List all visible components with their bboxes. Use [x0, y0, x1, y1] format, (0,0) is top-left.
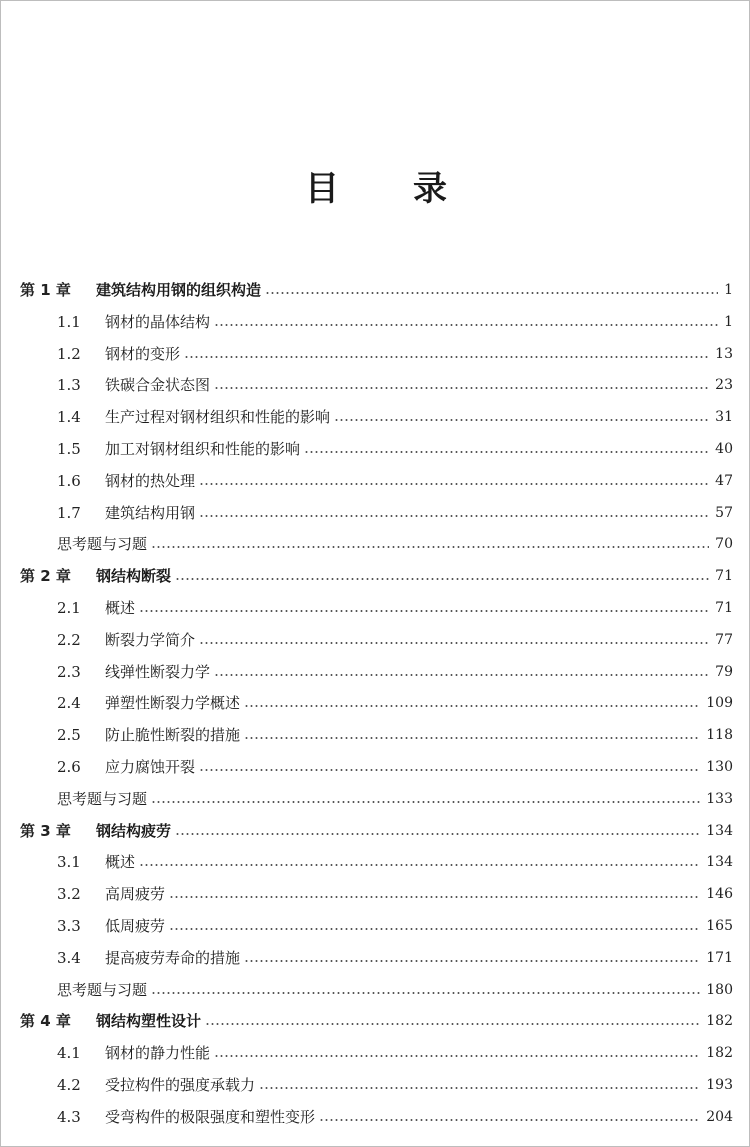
dot-leader [199, 483, 709, 485]
toc-entry-title: 防止脆性断裂的措施 [105, 726, 241, 745]
toc-chapter-entry[interactable] [20, 1006, 733, 1036]
toc-entry-title: 思考题与习题 [57, 980, 148, 999]
dot-leader [151, 992, 700, 994]
dot-leader [319, 1119, 700, 1121]
toc-entry-title: 钢结构塑性设计 [96, 1012, 202, 1031]
toc-entry-number: 1.5 [57, 440, 81, 458]
dot-leader [214, 387, 709, 389]
dot-leader [169, 896, 700, 898]
dot-leader [199, 642, 709, 644]
toc-section-entry[interactable] [57, 402, 733, 432]
toc-entry-number: 1.7 [57, 503, 81, 522]
toc-entry-number: 第 2 章 [20, 567, 71, 586]
toc-section-entry[interactable] [57, 466, 733, 496]
toc-page-number: 146 [706, 886, 733, 903]
dot-leader [334, 419, 709, 421]
page-title [1, 161, 750, 210]
toc-entry-title: 钢材的变形 [105, 344, 181, 363]
toc-section-entry[interactable] [57, 498, 733, 528]
toc-section-entry[interactable] [57, 720, 733, 750]
toc-section-entry[interactable] [57, 943, 733, 973]
toc-page-number: 134 [706, 822, 733, 839]
toc-entry-number: 2.4 [57, 694, 81, 713]
toc-section-entry[interactable] [57, 1038, 733, 1068]
toc-entry-title: 思考题与习题 [57, 535, 148, 554]
toc-section-entry[interactable] [57, 688, 733, 718]
dot-leader [244, 960, 700, 962]
toc-entry-title: 钢材的静力性能 [105, 1044, 211, 1063]
toc-entry-title: 加工对钢材组织和性能的影响 [105, 440, 301, 458]
dot-leader [169, 928, 700, 930]
dot-leader [151, 546, 709, 548]
toc-page-number: 133 [706, 790, 733, 807]
toc-chapter-entry[interactable] [20, 561, 733, 591]
toc-entry-title: 钢结构疲劳 [96, 821, 172, 840]
dot-leader [244, 705, 700, 707]
dot-leader [175, 833, 700, 835]
toc-section-entry[interactable] [57, 370, 733, 400]
toc-entry-title: 钢材的晶体结构 [105, 312, 211, 331]
toc-entry-title: 应力腐蚀开裂 [105, 758, 196, 776]
toc-section-entry[interactable] [57, 593, 733, 623]
toc-page-number: 134 [706, 854, 733, 871]
toc-page-number: 47 [715, 472, 733, 489]
toc-page-number: 130 [706, 759, 733, 775]
toc-page-number: 1 [724, 282, 733, 298]
toc-section-entry[interactable] [57, 911, 733, 941]
dot-leader [244, 737, 700, 739]
toc-entry-number: 3.1 [57, 853, 81, 872]
dot-leader [214, 324, 718, 326]
toc-page-number: 182 [706, 1013, 733, 1030]
toc-exercise-entry[interactable] [57, 975, 733, 1005]
toc-page-number: 13 [715, 345, 733, 362]
toc-entry-title: 建筑结构用钢 [105, 503, 196, 522]
toc-section-entry[interactable] [57, 307, 733, 337]
toc-entry-number: 2.2 [57, 630, 81, 649]
toc-entry-title: 受弯构件的极限强度和塑性变形 [105, 1107, 316, 1126]
toc-entry-number: 3.3 [57, 917, 81, 935]
toc-entry-title: 建筑结构用钢的组织构造 [96, 281, 262, 299]
toc-entry-number: 3.2 [57, 885, 81, 904]
toc-entry-number: 2.1 [57, 599, 81, 617]
dot-leader [151, 801, 700, 803]
toc-page-number: 1 [724, 313, 733, 330]
toc-entry-number: 1.4 [57, 408, 81, 427]
toc-page-number: 79 [715, 663, 733, 680]
toc-chapter-entry[interactable] [20, 816, 733, 846]
toc-section-entry[interactable] [57, 879, 733, 909]
toc-page-number: 31 [715, 409, 733, 426]
toc-entry-number: 4.1 [57, 1044, 81, 1063]
toc-entry-number: 1.1 [57, 312, 81, 331]
toc-entry-number: 第 1 章 [20, 281, 71, 299]
toc-entry-title: 概述 [105, 853, 136, 872]
toc-entry-number: 第 3 章 [20, 821, 71, 840]
toc-page-number: 193 [706, 1077, 733, 1093]
toc-exercise-entry[interactable] [57, 784, 733, 814]
toc-entry-title: 概述 [105, 599, 136, 617]
toc-chapter-entry[interactable] [20, 275, 733, 305]
dot-leader [259, 1087, 700, 1089]
page-title-char-1: 目 [305, 169, 339, 209]
toc-section-entry[interactable] [57, 752, 733, 782]
toc-exercise-entry[interactable] [57, 529, 733, 559]
toc-page-number: 70 [715, 536, 733, 553]
toc-entry-title: 受拉构件的强度承载力 [105, 1076, 256, 1094]
toc-page-number: 204 [706, 1108, 733, 1125]
dot-leader [265, 292, 718, 294]
toc-entry-title: 低周疲劳 [105, 917, 166, 935]
toc-section-entry[interactable] [57, 339, 733, 369]
dot-leader [199, 515, 709, 517]
dot-leader [214, 674, 709, 676]
toc-page-number: 23 [715, 377, 733, 394]
toc-entry-number: 1.6 [57, 471, 81, 490]
toc-page-number: 118 [706, 727, 733, 744]
toc-section-entry[interactable] [57, 1070, 733, 1100]
toc-entry-title: 高周疲劳 [105, 885, 166, 904]
dot-leader [205, 1023, 700, 1025]
toc-entry-number: 1.2 [57, 344, 81, 363]
toc-section-entry[interactable] [57, 434, 733, 464]
page-title-char-2: 录 [413, 169, 447, 209]
toc-entry-title: 生产过程对钢材组织和性能的影响 [105, 408, 331, 427]
dot-leader [199, 769, 700, 771]
toc-entry-title: 提高疲劳寿命的措施 [105, 948, 241, 967]
toc-page-number: 57 [715, 504, 733, 521]
dot-leader [139, 864, 700, 866]
toc-section-entry[interactable] [57, 1102, 733, 1132]
toc-entry-title: 断裂力学简介 [105, 630, 196, 649]
toc-page-number: 71 [715, 568, 733, 585]
toc-entry-title: 思考题与习题 [57, 789, 148, 808]
toc-entry-title: 线弹性断裂力学 [105, 662, 211, 681]
toc-section-entry[interactable] [57, 657, 733, 687]
toc-entry-number: 2.6 [57, 758, 81, 776]
toc-page-number: 165 [706, 918, 733, 934]
toc-page-number: 40 [715, 441, 733, 457]
toc-page-number: 171 [706, 949, 733, 966]
toc-entry-number: 2.3 [57, 662, 81, 681]
toc-entry-number: 4.3 [57, 1107, 81, 1126]
toc-page-number: 71 [715, 600, 733, 616]
toc-page-number: 182 [706, 1045, 733, 1062]
toc-entry-number: 2.5 [57, 726, 81, 745]
toc-page-number: 109 [706, 695, 733, 712]
toc-entry-title: 钢结构断裂 [96, 567, 172, 586]
toc-entry-number: 1.3 [57, 376, 81, 395]
dot-leader [214, 1055, 700, 1057]
dot-leader [304, 451, 709, 453]
toc-entry-number: 第 4 章 [20, 1012, 71, 1031]
dot-leader [184, 356, 709, 358]
toc-page-number: 77 [715, 631, 733, 648]
toc-entry-number: 3.4 [57, 948, 81, 967]
dot-leader [175, 578, 709, 580]
toc-page-number: 180 [706, 981, 733, 998]
toc-entry-title: 弹塑性断裂力学概述 [105, 694, 241, 713]
toc-entry-title: 铁碳合金状态图 [105, 376, 211, 395]
toc-section-entry[interactable] [57, 625, 733, 655]
toc-entry-title: 钢材的热处理 [105, 471, 196, 490]
toc-entry-number: 4.2 [57, 1076, 81, 1094]
toc-section-entry[interactable] [57, 847, 733, 877]
dot-leader [139, 610, 709, 612]
